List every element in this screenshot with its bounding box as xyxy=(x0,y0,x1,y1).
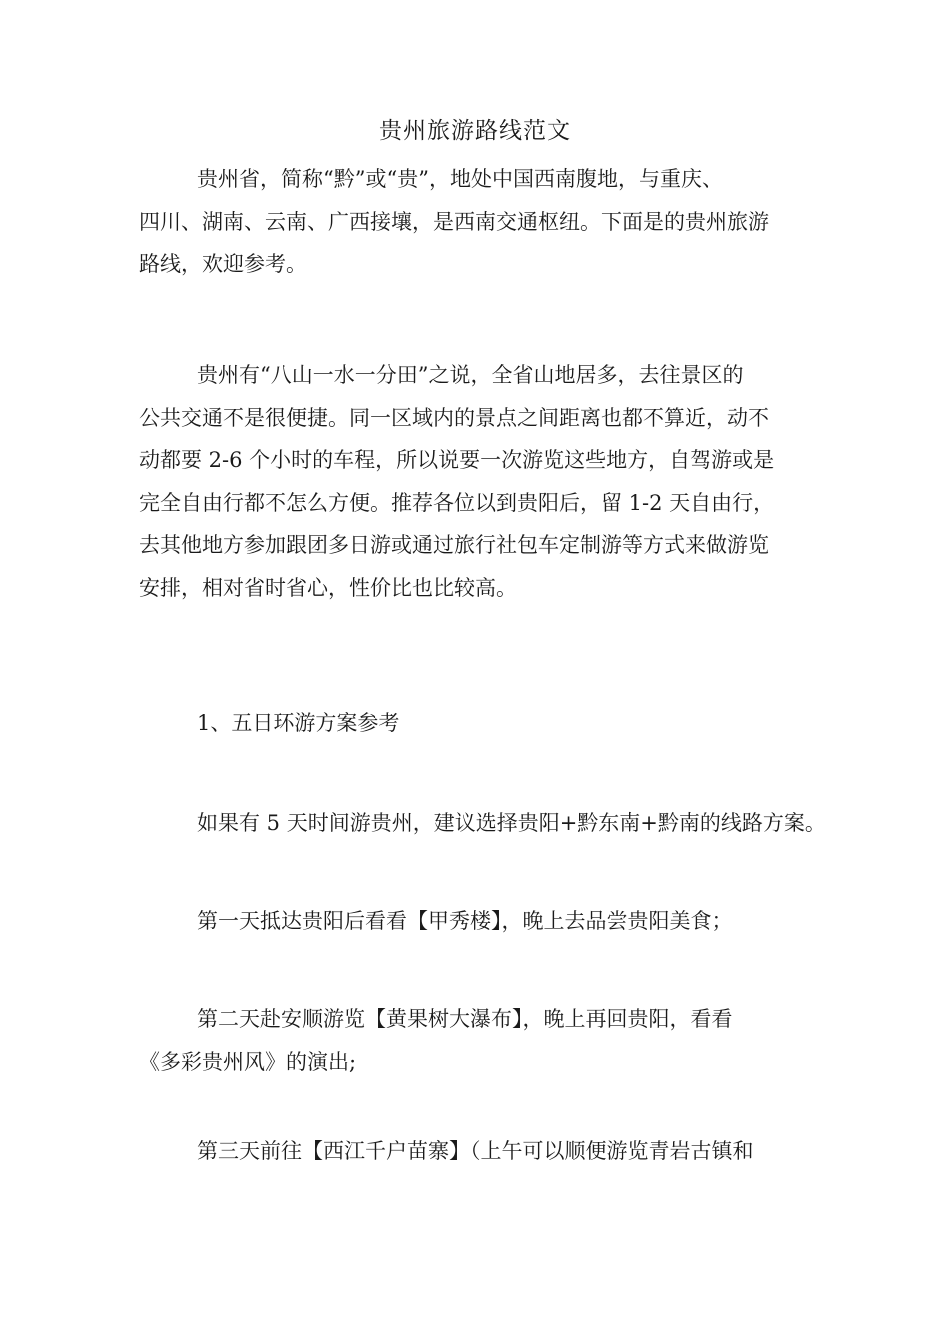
document-title: 贵州旅游路线范文 xyxy=(379,118,571,144)
paragraph-intro xyxy=(139,158,839,286)
text-line: 去其他地方参加跟团多日游或通过旅行社包车定制游等方式来做游览 xyxy=(139,533,769,557)
text-line: 公共交通不是很便捷。同一区域内的景点之间距离也都不算近，动不 xyxy=(139,405,769,430)
paragraph-day-two xyxy=(139,998,839,1083)
text-line: 贵州省，简称“黔”或“贵”，地处中国西南腹地，与重庆、 xyxy=(197,167,723,191)
text-line: 动都要 2-6 个小时的车程，所以说要一次游览这些地方，自驾游或是 xyxy=(139,448,775,472)
text-line: 第一天抵达贵阳后看看【甲秀楼】，晚上去品尝贵阳美食； xyxy=(197,909,733,933)
paragraph-transport xyxy=(139,354,839,609)
text-line: 1、五日环游方案参考 xyxy=(197,711,400,735)
text-line: 第二天赴安顺游览【黄果树大瀑布】，晚上再回贵阳，看看 xyxy=(197,1007,733,1031)
text-line: 贵州有“八山一水一分田”之说，全省山地居多，去往景区的 xyxy=(197,363,744,387)
paragraph-day-one xyxy=(139,900,839,943)
paragraph-five-day-plan xyxy=(139,802,839,845)
section-heading xyxy=(139,702,839,745)
text-line: 完全自由行都不怎么方便。推荐各位以到贵阳后，留 1-2 天自由行， xyxy=(139,490,775,515)
text-line: 安排，相对省时省心，性价比也比较高。 xyxy=(139,575,517,600)
text-line: 《多彩贵州风》的演出; xyxy=(139,1049,357,1074)
text-line: 路线，欢迎参考。 xyxy=(139,252,307,276)
paragraph-day-three xyxy=(139,1130,839,1173)
text-line: 如果有 5 天时间游贵州，建议选择贵阳+黔东南+黔南的线路方案。 xyxy=(197,811,826,835)
text-line: 四川、湖南、云南、广西接壤，是西南交通枢纽。下面是的贵州旅游 xyxy=(139,209,769,234)
text-line: 第三天前往【西江千户苗寨】（上午可以顺便游览青岩古镇和 xyxy=(197,1139,754,1163)
